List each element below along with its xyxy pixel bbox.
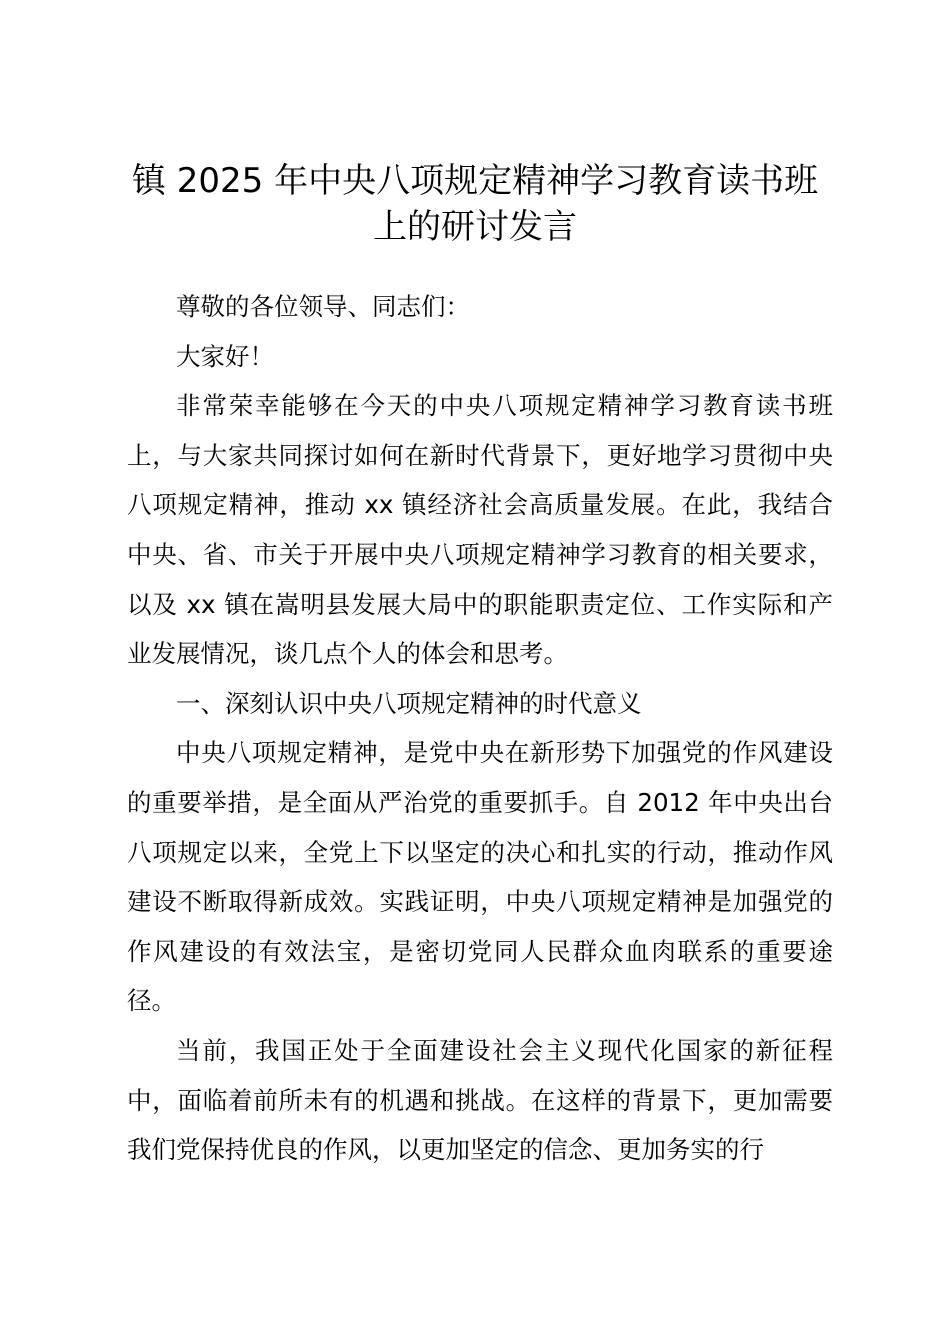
document-title bbox=[120, 158, 830, 250]
document-body bbox=[127, 282, 833, 1175]
title-line-1: 镇 2025 年中央八项规定精神学习教育读书班 bbox=[131, 161, 819, 201]
paragraph-significance: 中央八项规定精神，是党中央在新形势下加强党的作风建设的重要举措，是全面从严治党的重要抓手。自 2012 年中央出台八项规定以来，全党上下以坚定的决心和扎实的行动，推动作风建设不断取得新成效。实践证明，中央八项规定精神是加强党的作风建设的有效法宝，是密切党同人民群众血肉联系的重要途径。 bbox=[127, 738, 833, 1016]
paragraph-current-context: 当前，我国正处于全面建设社会主义现代化国家的新征程中，面临着前所未有的机遇和挑战。在这样的背景下，更加需要我们党保持优良的作风，以更加坚定的信念、更加务实的行 bbox=[127, 1035, 833, 1165]
intro-paragraph: 非常荣幸能够在今天的中央八项规定精神学习教育读书班上，与大家共同探讨如何在新时代背景下，更好地学习贯彻中央八项规定精神，推动 xx 镇经济社会高质量发展。在此，我结合中央、省、市关于开展中央八项规定精神学习教育的相关要求，以及 xx 镇在嵩明县发展大局中的职能职责定位、工作实际和产业发展情况，谈几点个人的体会和思考。 bbox=[127, 391, 833, 669]
section-heading-1: 一、深刻认识中央八项规定精神的时代意义 bbox=[176, 688, 642, 718]
greeting: 大家好！ bbox=[176, 341, 274, 371]
salutation: 尊敬的各位领导、同志们： bbox=[176, 292, 470, 321]
title-line-2: 上的研讨发言 bbox=[373, 207, 577, 247]
